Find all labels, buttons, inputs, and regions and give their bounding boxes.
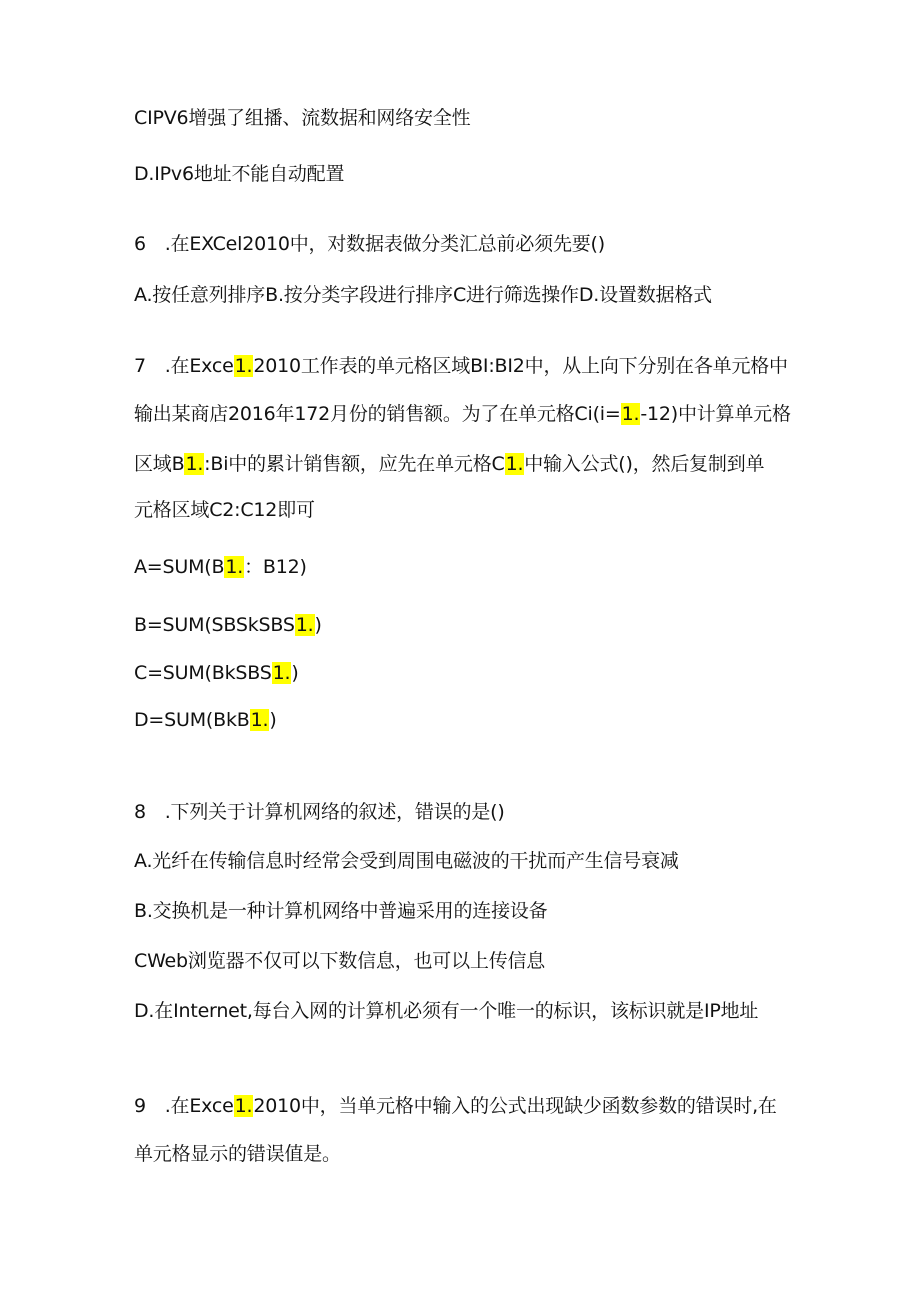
text-segment: 2010工作表的单元格区域BI:BI2中，从上向下分别在各单元格中 (253, 355, 788, 377)
highlight-mark: 1. (185, 453, 204, 475)
question-7 (134, 351, 788, 381)
option-line (134, 946, 545, 976)
text-segment: 单元格显示的错误值是。 (134, 1143, 341, 1165)
option-line (134, 658, 299, 688)
option-line (134, 996, 758, 1026)
text-segment: D=SUM(BkB (134, 709, 250, 731)
highlight-mark: 1. (225, 556, 244, 578)
text-segment: ) (314, 614, 322, 636)
text-segment: -12)中计算单元格 (640, 403, 791, 425)
question-7-cont (134, 399, 791, 429)
highlight-mark: 1. (272, 662, 291, 684)
question-9 (134, 1091, 777, 1121)
text-segment: A.按任意列排序B.按分类字段进行排序C进行筛选操作D.设置数据格式 (134, 284, 712, 306)
option-line (134, 846, 679, 876)
highlight-mark: 1. (234, 355, 253, 377)
text-segment: C=SUM(BkSBS (134, 662, 272, 684)
text-segment: B.交换机是一种计算机网络中普遍采用的连接设备 (134, 900, 548, 922)
highlight-mark: 1. (505, 453, 524, 475)
question-6 (134, 229, 605, 259)
highlight-mark: 1. (250, 709, 269, 731)
highlight-mark: 1. (295, 614, 314, 636)
text-segment: 中输入公式()，然后复制到单 (524, 453, 765, 475)
text-segment: D.在Internet,每台入网的计算机必须有一个唯一的标识，该标识就是IP地址 (134, 1000, 759, 1022)
text-segment: CIPV6增强了组播、流数据和网络安全性 (134, 107, 471, 129)
text-segment: 6 .在EXCel2010中，对数据表做分类汇总前必须先要() (134, 233, 605, 255)
question-7-cont (134, 449, 764, 479)
option-line (134, 610, 322, 640)
question-7-cont (134, 495, 315, 525)
text-segment: B=SUM(SBSkSBS (134, 614, 295, 636)
text-segment: CWeb浏览器不仅可以下数信息，也可以上传信息 (134, 950, 546, 972)
text-segment: 9 .在Exce (134, 1095, 234, 1117)
text-segment: 7 .在Exce (134, 355, 234, 377)
text-segment: D.IPv6地址不能自动配置 (134, 163, 345, 185)
text-segment: A=SUM(B (134, 556, 225, 578)
highlight-mark: 1. (234, 1095, 253, 1117)
option-line (134, 103, 470, 133)
text-segment: ：B12) (244, 556, 307, 578)
text-segment: ) (291, 662, 299, 684)
text-segment: 区域B (134, 453, 185, 475)
text-segment: A.光纤在传输信息时经常会受到周围电磁波的干扰而产生信号衰减 (134, 850, 679, 872)
option-line (134, 705, 277, 735)
option-line (134, 552, 307, 582)
highlight-mark: 1. (621, 403, 640, 425)
text-segment: 2010中，当单元格中输入的公式出现缺少函数参数的错误时,在 (253, 1095, 777, 1117)
text-segment: 输出某商店2016年172月份的销售额。为了在单元格Ci(i= (134, 403, 621, 425)
option-line (134, 159, 344, 189)
option-line (134, 896, 547, 926)
question-8 (134, 797, 505, 827)
text-segment: :Bi中的累计销售额，应先在单元格C (204, 453, 505, 475)
text-segment: ) (269, 709, 277, 731)
text-segment: 元格区域C2:C12即可 (134, 499, 315, 521)
question-9-cont (134, 1139, 341, 1169)
text-segment: 8 .下列关于计算机网络的叙述，错误的是() (134, 801, 505, 823)
option-line (134, 280, 712, 310)
